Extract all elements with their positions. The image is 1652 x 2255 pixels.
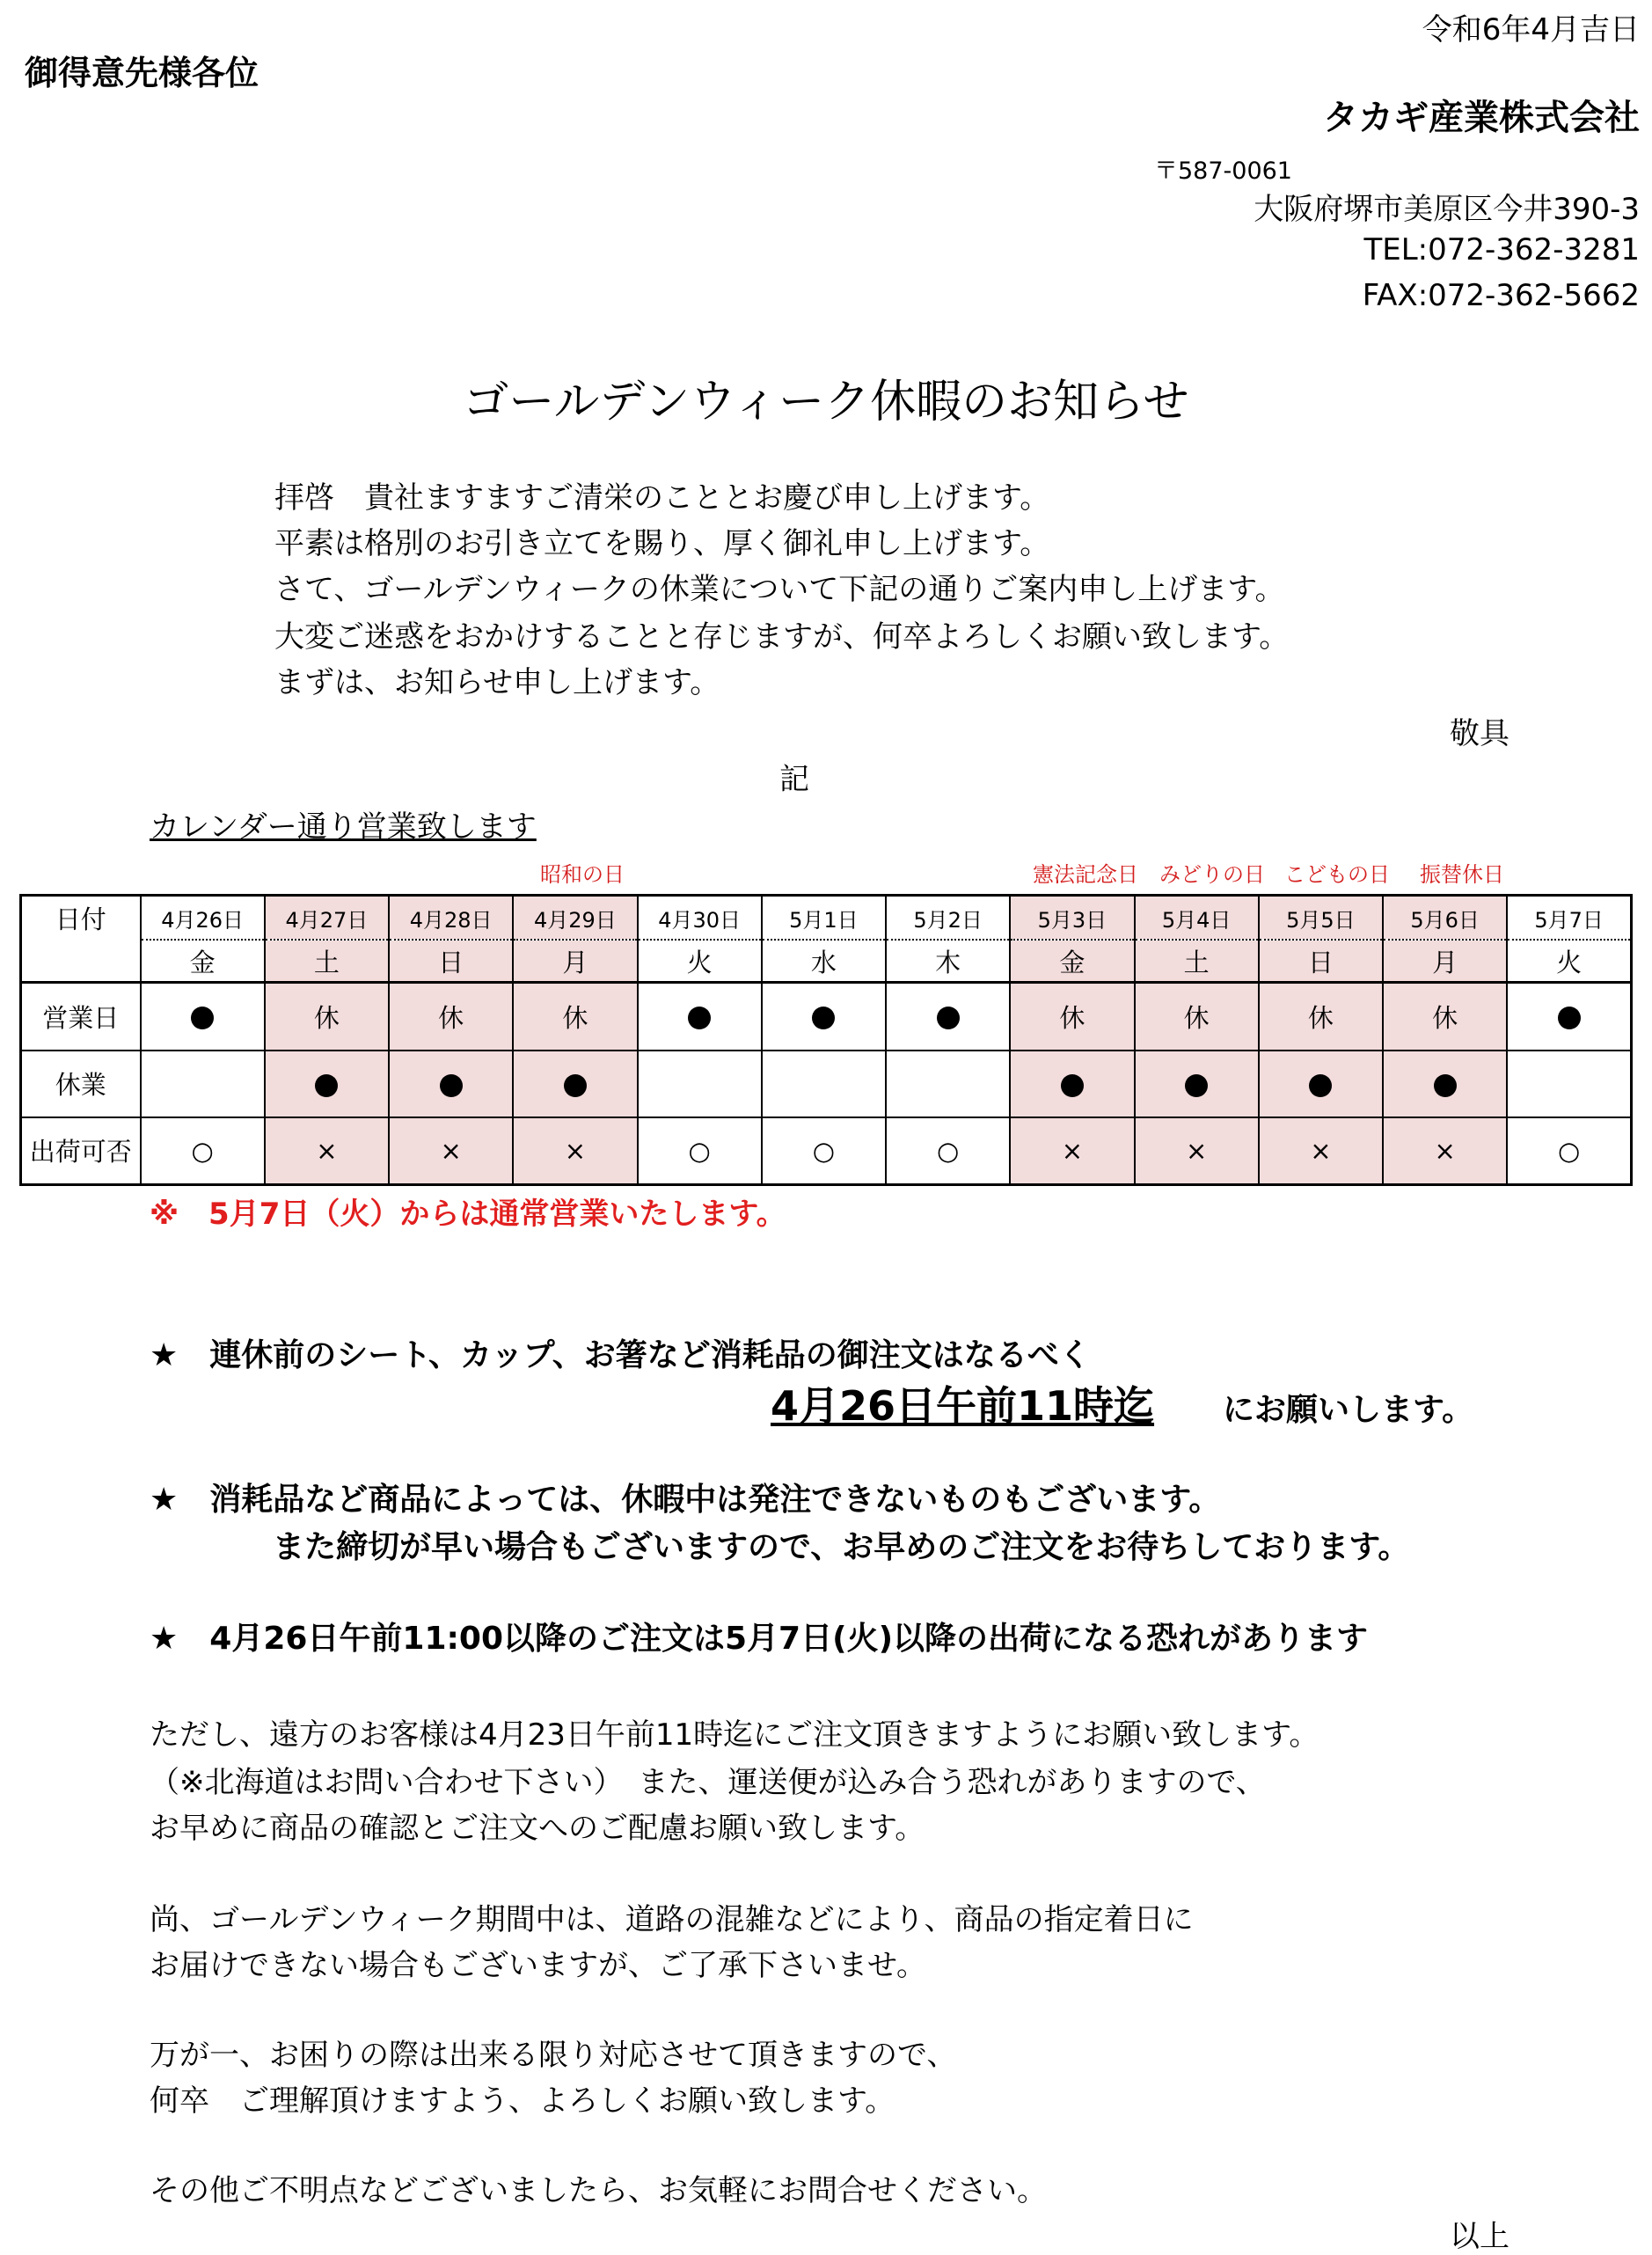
closed-cell: [886, 1051, 1010, 1117]
closing-ijo: 以上: [1450, 2219, 1509, 2254]
filled-circle-icon: [1185, 1074, 1208, 1097]
weekday-cell: 木: [886, 940, 1010, 983]
closed-cell: [1259, 1051, 1383, 1117]
calendar-note: カレンダー通り営業致します: [150, 809, 537, 845]
weekday-cell: 金: [141, 940, 265, 983]
document-date: 令和6年4月吉日: [1422, 12, 1640, 48]
closed-cell: [1135, 1051, 1259, 1117]
filled-circle-icon: [315, 1074, 338, 1097]
paragraph-line: その他ご不明点などございましたら、お気軽にお問合せください。: [150, 2173, 1047, 2208]
closing-keigu: 敬具: [1450, 716, 1509, 751]
greeting-line: まずは、お知らせ申し上げます。: [274, 665, 720, 700]
ship-cell: ×: [513, 1117, 637, 1185]
order-deadline-tail: にお願いします。: [1223, 1392, 1474, 1428]
greeting-line: 平素は格別のお引き立てを賜り、厚く御礼申し上げます。: [274, 526, 1050, 561]
ship-cell: ○: [886, 1117, 1010, 1185]
table-row-shipping: [21, 1117, 1632, 1185]
bullet-consumables: ★ 消耗品など商品によっては、休暇中は発注できないものもございます。: [150, 1482, 1221, 1518]
weekday-cell: 水: [762, 940, 886, 983]
closed-cell: [513, 1051, 637, 1117]
filled-circle-icon: [688, 1007, 711, 1029]
resume-notice: ※ 5月7日（火）からは通常営業いたします。: [150, 1197, 786, 1232]
filled-circle-icon: [1061, 1074, 1084, 1097]
open-cell: 休: [1010, 983, 1134, 1051]
ship-cell: ○: [141, 1117, 265, 1185]
date-cell: 5月1日: [762, 896, 886, 941]
filled-circle-icon: [564, 1074, 587, 1097]
open-cell: 休: [1259, 983, 1383, 1051]
filled-circle-icon: [1558, 1007, 1581, 1029]
filled-circle-icon: [937, 1007, 960, 1029]
bullet-late-orders: ★ 4月26日午前11:00以降のご注文は5月7日(火)以降の出荷になる恐れがあります: [150, 1621, 1369, 1657]
company-fax: FAX:072-362-5662: [1362, 278, 1640, 313]
date-cell: 5月2日: [886, 896, 1010, 941]
filled-circle-icon: [1434, 1074, 1457, 1097]
row-label-blank: [21, 940, 141, 983]
date-cell: 4月30日: [638, 896, 762, 941]
open-cell: [1507, 983, 1631, 1051]
row-label-ship: 出荷可否: [21, 1117, 141, 1185]
table-row-business-days: [21, 983, 1632, 1051]
ship-cell: ×: [1135, 1117, 1259, 1185]
paragraph-line: 何卒 ご理解頂けますよう、よろしくお願い致します。: [150, 2083, 895, 2119]
date-cell: 5月7日: [1507, 896, 1631, 941]
row-label-date: 日付: [21, 896, 141, 941]
weekday-cell: 日: [389, 940, 513, 983]
postal-code: 〒587-0061: [1154, 157, 1292, 185]
weekday-cell: 月: [513, 940, 637, 983]
table-row-dates: [21, 896, 1632, 941]
filled-circle-icon: [191, 1007, 214, 1029]
filled-circle-icon: [812, 1007, 835, 1029]
schedule-table: [19, 894, 1633, 1186]
open-cell: [638, 983, 762, 1051]
ki-heading: 記: [779, 762, 809, 797]
company-name: タカギ産業株式会社: [1323, 98, 1640, 138]
row-label-closed: 休業: [21, 1051, 141, 1117]
ship-cell: ○: [762, 1117, 886, 1185]
weekday-cell: 金: [1010, 940, 1134, 983]
weekday-cell: 土: [265, 940, 389, 983]
open-cell: [762, 983, 886, 1051]
weekday-cell: 火: [1507, 940, 1631, 983]
date-cell: 5月6日: [1383, 896, 1507, 941]
table-row-weekdays: [21, 940, 1632, 983]
weekday-cell: 月: [1383, 940, 1507, 983]
open-cell: [886, 983, 1010, 1051]
date-cell: 5月4日: [1135, 896, 1259, 941]
company-tel: TEL:072-362-3281: [1363, 232, 1640, 267]
holiday-label-midori: みどりの日: [1159, 862, 1265, 887]
closed-cell: [389, 1051, 513, 1117]
greeting-line: 大変ご迷惑をおかけすることと存じますが、何卒よろしくお願い致します。: [274, 619, 1290, 655]
date-cell: 4月28日: [389, 896, 513, 941]
greeting-line: 拝啓 貴社ますますご清栄のこととお慶び申し上げます。: [274, 480, 1050, 516]
open-cell: [141, 983, 265, 1051]
closed-cell: [265, 1051, 389, 1117]
weekday-cell: 火: [638, 940, 762, 983]
ship-cell: ×: [389, 1117, 513, 1185]
bullet-order-early: ★ 連休前のシート、カップ、お箸など消耗品の御注文はなるべく: [150, 1337, 1091, 1373]
ship-cell: ×: [1383, 1117, 1507, 1185]
paragraph-line: お届けできない場合もございますが、ご了承下さいませ。: [150, 1948, 926, 1983]
closed-cell: [1507, 1051, 1631, 1117]
closed-cell: [1010, 1051, 1134, 1117]
closed-cell: [1383, 1051, 1507, 1117]
row-label-open: 営業日: [21, 983, 141, 1051]
holiday-label-furikae: 振替休日: [1420, 862, 1504, 887]
ship-cell: ○: [1507, 1117, 1631, 1185]
filled-circle-icon: [440, 1074, 463, 1097]
document-title: ゴールデンウィーク休暇のお知らせ: [463, 376, 1189, 428]
ship-cell: ○: [638, 1117, 762, 1185]
weekday-cell: 日: [1259, 940, 1383, 983]
greeting-line: さて、ゴールデンウィークの休業について下記の通りご案内申し上げます。: [274, 572, 1285, 607]
holiday-label-showa: 昭和の日: [540, 862, 625, 887]
ship-cell: ×: [265, 1117, 389, 1185]
addressee: 御得意先様各位: [25, 54, 259, 92]
date-cell: 4月29日: [513, 896, 637, 941]
order-deadline: 4月26日午前11時迄: [771, 1382, 1155, 1430]
ship-cell: ×: [1010, 1117, 1134, 1185]
holiday-label-kenpo: 憲法記念日: [1033, 862, 1138, 887]
bullet-consumables-cont: また締切が早い場合もございますので、お早めのご注文をお待ちしております。: [273, 1529, 1410, 1565]
closed-cell: [638, 1051, 762, 1117]
paragraph-line: （※北海道はお問い合わせ下さい） また、運送便が込み合う恐れがありますので、: [150, 1765, 1266, 1800]
date-cell: 5月5日: [1259, 896, 1383, 941]
open-cell: 休: [265, 983, 389, 1051]
filled-circle-icon: [1309, 1074, 1332, 1097]
date-cell: 5月3日: [1010, 896, 1134, 941]
table-row-closed-days: [21, 1051, 1632, 1117]
weekday-cell: 土: [1135, 940, 1259, 983]
company-address: 大阪府堺市美原区今井390-3: [1254, 192, 1640, 227]
date-cell: 4月27日: [265, 896, 389, 941]
ship-cell: ×: [1259, 1117, 1383, 1185]
holiday-label-kodomo: こどもの日: [1284, 862, 1390, 887]
date-cell: 4月26日: [141, 896, 265, 941]
open-cell: 休: [1383, 983, 1507, 1051]
closed-cell: [141, 1051, 265, 1117]
open-cell: 休: [1135, 983, 1259, 1051]
paragraph-line: 尚、ゴールデンウィーク期間中は、道路の混雑などにより、商品の指定着日に: [150, 1902, 1194, 1937]
open-cell: 休: [513, 983, 637, 1051]
closed-cell: [762, 1051, 886, 1117]
open-cell: 休: [389, 983, 513, 1051]
paragraph-line: 万が一、お困りの際は出来る限り対応させて頂きますので、: [150, 2038, 957, 2073]
paragraph-line: お早めに商品の確認とご注文へのご配慮お願い致します。: [150, 1811, 925, 1846]
paragraph-line: ただし、遠方のお客様は4月23日午前11時迄にご注文頂きますようにお願い致します。: [150, 1717, 1319, 1753]
